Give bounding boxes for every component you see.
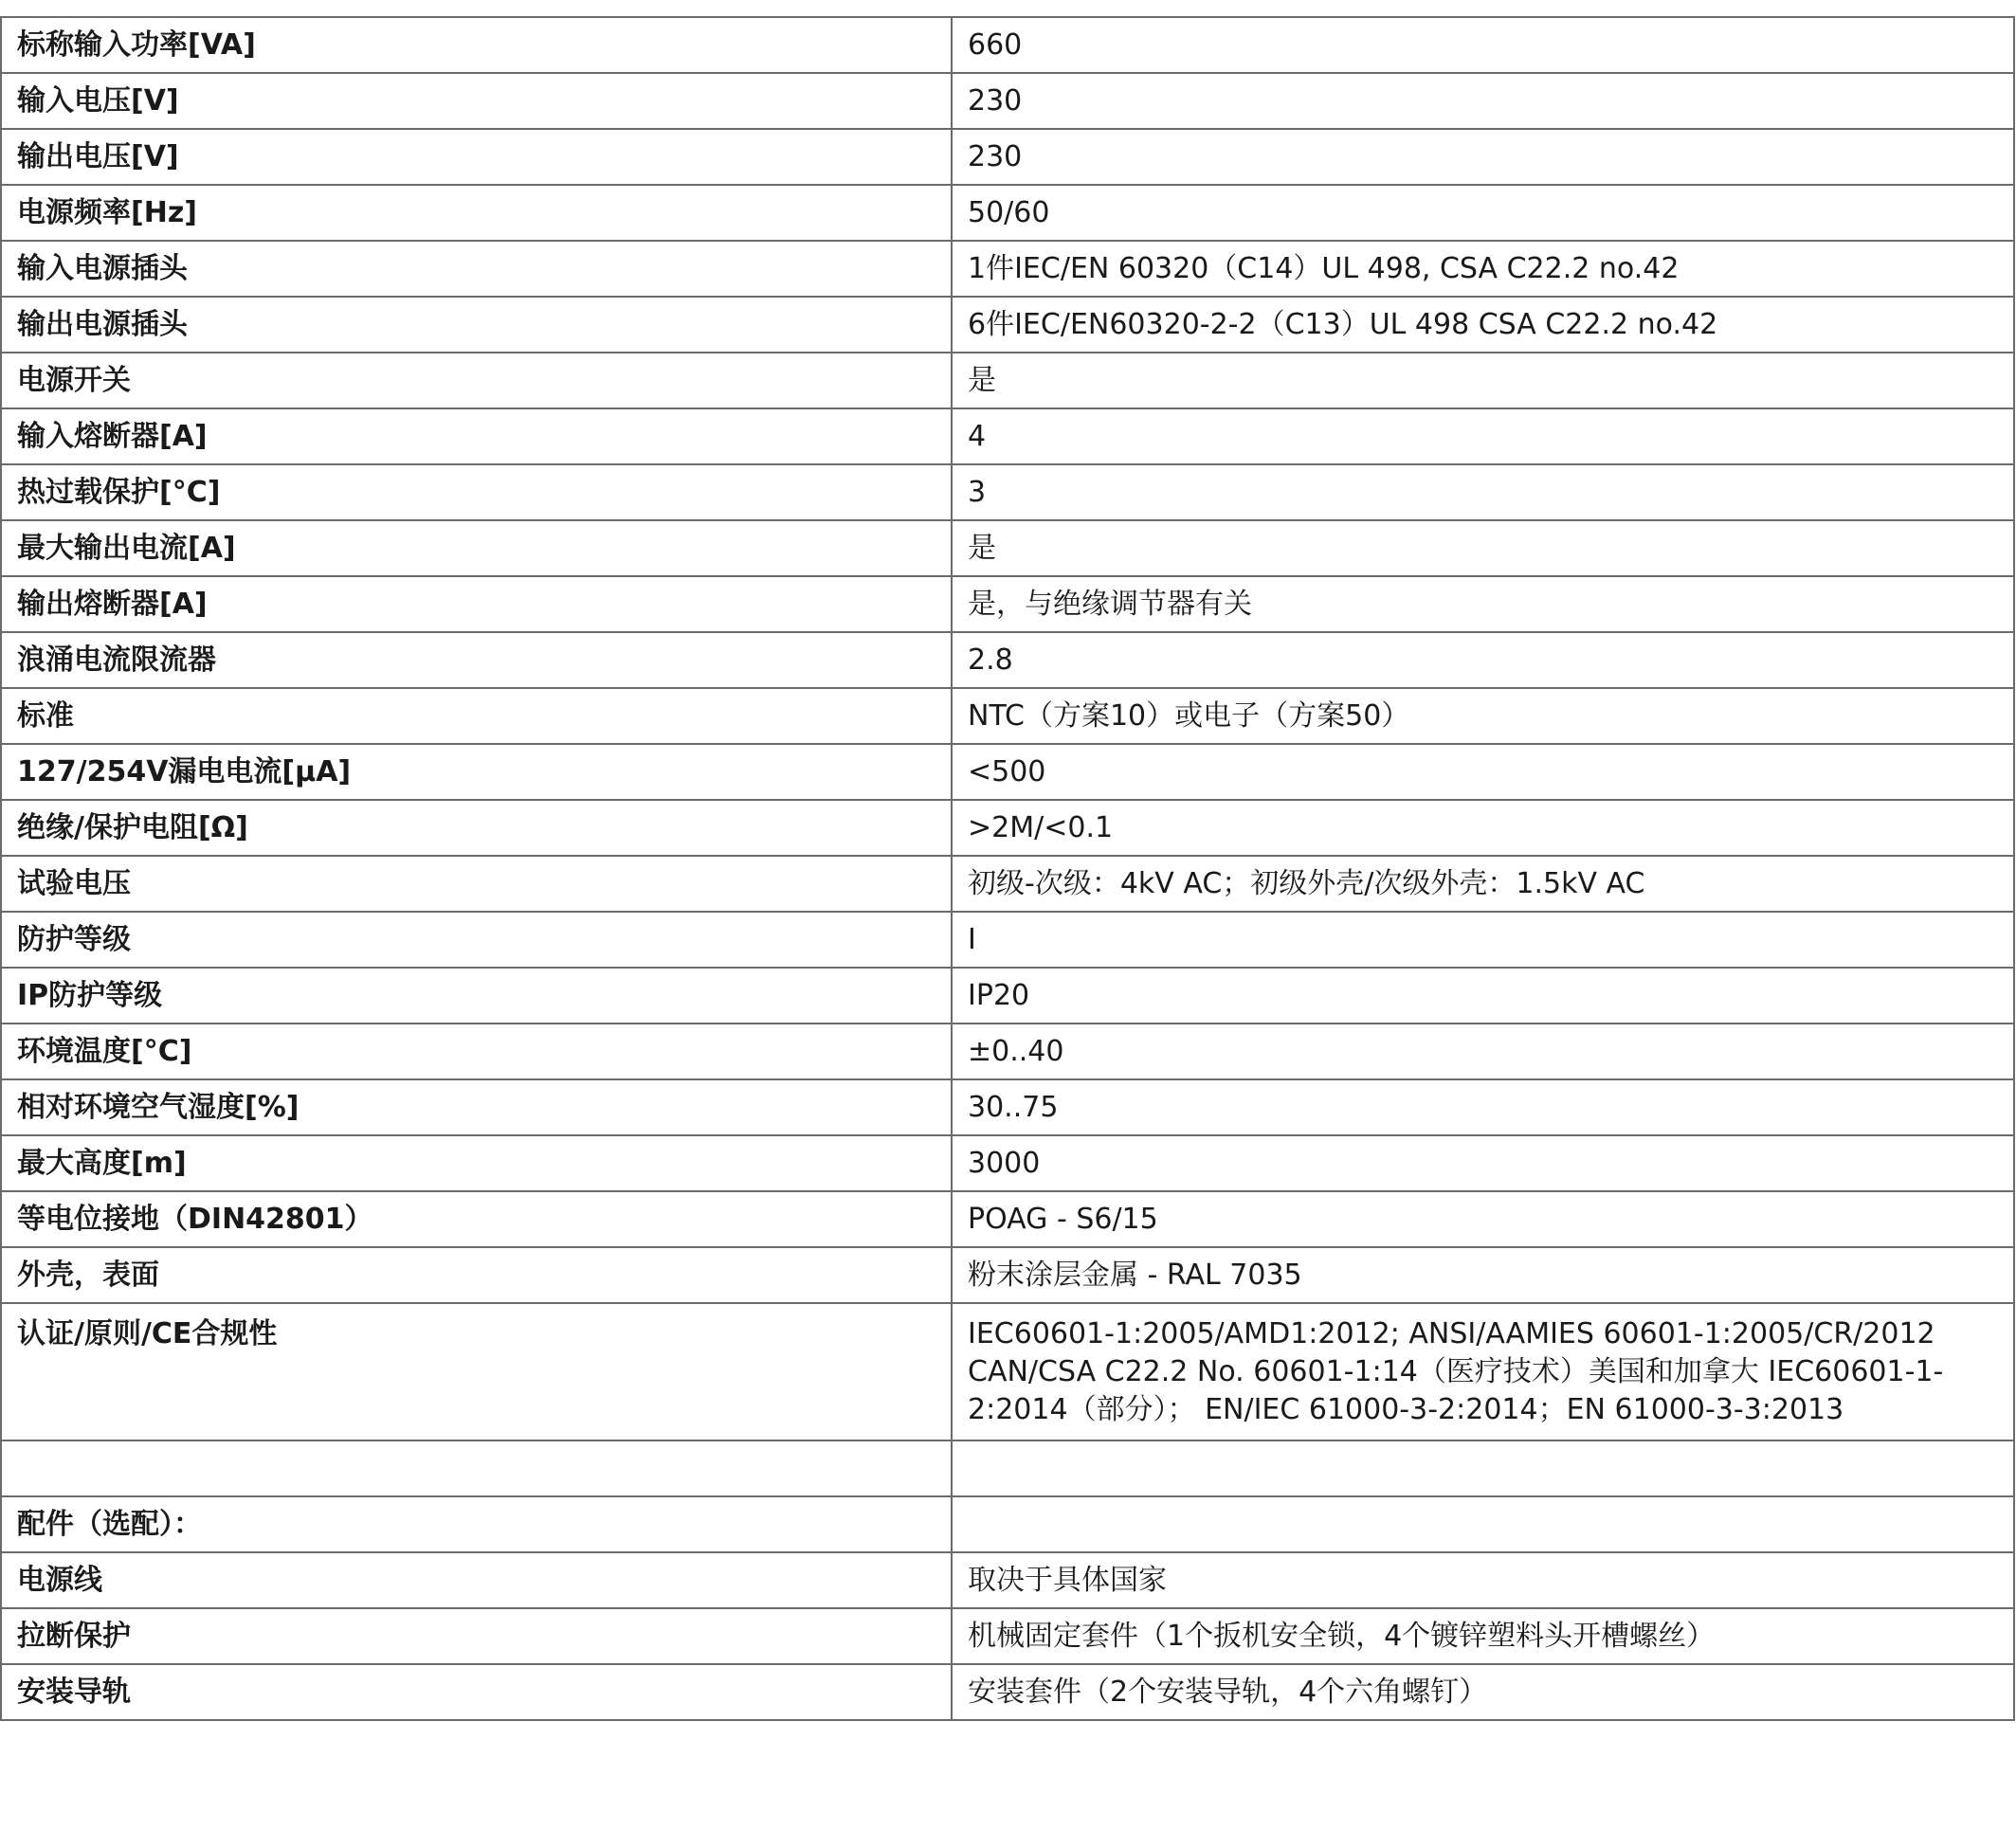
- table-row: [1, 856, 2014, 912]
- row-value: 3000: [952, 1135, 2014, 1191]
- table-row: [1, 185, 2014, 241]
- table-row: [1, 408, 2014, 464]
- row-label: 电源开关: [1, 353, 952, 408]
- row-value: 6件IEC/EN60320-2-2（C13）UL 498 CSA C22.2 no.42: [952, 297, 2014, 353]
- table-row: [1, 912, 2014, 968]
- table-row: [1, 129, 2014, 185]
- row-value: [952, 1440, 2014, 1496]
- row-value: 3: [952, 464, 2014, 520]
- row-label: 127/254V漏电电流[μA]: [1, 744, 952, 800]
- row-value: NTC（方案10）或电子（方案50）: [952, 688, 2014, 744]
- table-row: [1, 688, 2014, 744]
- row-label: 防护等级: [1, 912, 952, 968]
- table-row: [1, 464, 2014, 520]
- row-value: 初级-次级：4kV AC；初级外壳/次级外壳：1.5kV AC: [952, 856, 2014, 912]
- row-value: 粉末涂层金属 - RAL 7035: [952, 1247, 2014, 1303]
- section-header-label: 配件（选配）：: [1, 1496, 952, 1552]
- row-label: 电源线: [1, 1552, 952, 1608]
- row-label: 输出电压[V]: [1, 129, 952, 185]
- row-label: 输出电源插头: [1, 297, 952, 353]
- row-label: 外壳，表面: [1, 1247, 952, 1303]
- row-value: 机械固定套件（1个扳机安全锁，4个镀锌塑料头开槽螺丝）: [952, 1608, 2014, 1664]
- row-value: <500: [952, 744, 2014, 800]
- row-value: 30..75: [952, 1079, 2014, 1135]
- table-row: [1, 576, 2014, 632]
- row-label: 安装导轨: [1, 1664, 952, 1720]
- table-row: [1, 1024, 2014, 1079]
- row-label: 浪涌电流限流器: [1, 632, 952, 688]
- row-value: [952, 1496, 2014, 1552]
- row-label: IP防护等级: [1, 968, 952, 1024]
- row-value: 是: [952, 520, 2014, 576]
- table-row: [1, 744, 2014, 800]
- row-label: 标准: [1, 688, 952, 744]
- row-label: 试验电压: [1, 856, 952, 912]
- row-label: 认证/原则/CE合规性: [1, 1303, 952, 1440]
- row-value: IP20: [952, 968, 2014, 1024]
- table-row: [1, 1664, 2014, 1720]
- row-label: 最大高度[m]: [1, 1135, 952, 1191]
- table-row-section-header: [1, 1496, 2014, 1552]
- row-label: 环境温度[°C]: [1, 1024, 952, 1079]
- row-value: 是: [952, 353, 2014, 408]
- table-row: [1, 1303, 2014, 1440]
- table-row: [1, 1247, 2014, 1303]
- row-value: 1件IEC/EN 60320（C14）UL 498, CSA C22.2 no.42: [952, 241, 2014, 297]
- row-value: 是，与绝缘调节器有关: [952, 576, 2014, 632]
- row-label: 标称输入功率[VA]: [1, 17, 952, 73]
- table-row: [1, 520, 2014, 576]
- row-label: 电源频率[Hz]: [1, 185, 952, 241]
- table-row: [1, 297, 2014, 353]
- row-value: I: [952, 912, 2014, 968]
- table-row: [1, 1552, 2014, 1608]
- table-row-empty: [1, 1440, 2014, 1496]
- row-label: 输出熔断器[A]: [1, 576, 952, 632]
- row-label: 最大输出电流[A]: [1, 520, 952, 576]
- table-row: [1, 17, 2014, 73]
- row-value: 4: [952, 408, 2014, 464]
- row-value: 50/60: [952, 185, 2014, 241]
- row-label: 绝缘/保护电阻[Ω]: [1, 800, 952, 856]
- row-value: 660: [952, 17, 2014, 73]
- table-row: [1, 968, 2014, 1024]
- row-label: [1, 1440, 952, 1496]
- table-row: [1, 241, 2014, 297]
- row-label: 相对环境空气湿度[%]: [1, 1079, 952, 1135]
- row-value: POAG - S6/15: [952, 1191, 2014, 1247]
- row-value: >2M/<0.1: [952, 800, 2014, 856]
- row-label: 输入电源插头: [1, 241, 952, 297]
- row-value: 230: [952, 129, 2014, 185]
- row-label: 等电位接地（DIN42801）: [1, 1191, 952, 1247]
- row-label: 拉断保护: [1, 1608, 952, 1664]
- table-row: [1, 1079, 2014, 1135]
- table-row: [1, 1608, 2014, 1664]
- row-value: 取决于具体国家: [952, 1552, 2014, 1608]
- spec-table: [0, 16, 2015, 1721]
- table-row: [1, 800, 2014, 856]
- row-value: ±0..40: [952, 1024, 2014, 1079]
- row-label: 输入熔断器[A]: [1, 408, 952, 464]
- row-label: 输入电压[V]: [1, 73, 952, 129]
- row-value: 安装套件（2个安装导轨，4个六角螺钉）: [952, 1664, 2014, 1720]
- table-row: [1, 1135, 2014, 1191]
- row-value: IEC60601-1:2005/AMD1:2012; ANSI/AAMIES 60601-1:2005/CR/2012 CAN/CSA C22.2 No. 60601-1:14（医疗技术）美国和加拿大 IEC60601-1-2:2014（部分）； EN/IEC 61000-3-2:2014；EN 61000-3-3:2013: [952, 1303, 2014, 1440]
- row-value: 2.8: [952, 632, 2014, 688]
- table-row: [1, 353, 2014, 408]
- row-value: 230: [952, 73, 2014, 129]
- row-label: 热过载保护[°C]: [1, 464, 952, 520]
- table-row: [1, 73, 2014, 129]
- table-row: [1, 632, 2014, 688]
- table-row: [1, 1191, 2014, 1247]
